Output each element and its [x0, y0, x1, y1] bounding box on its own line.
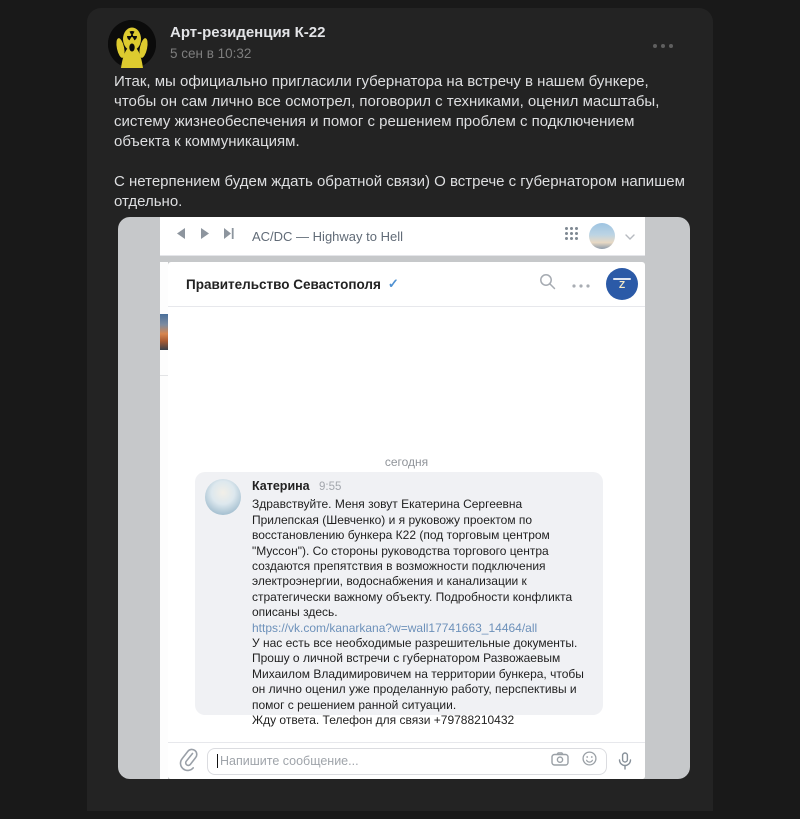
microphone-icon [618, 752, 632, 771]
post-timestamp[interactable]: 5 сен в 10:32 [170, 46, 252, 61]
message-composer [168, 742, 645, 779]
input-icons [551, 751, 597, 771]
previous-track-icon [174, 227, 187, 245]
message-meta [252, 479, 591, 495]
user-avatar [589, 223, 615, 249]
post-paragraph-1: Итак, мы официально пригласили губернатора на встречу в нашем бункере, чтобы он сам лично все осмотрел, поговорил с техниками, оценил масштабы, систему жизнеобеспечения и помог с решением проблем с подключением объекта к коммуникациям. [114, 73, 660, 150]
divider [160, 375, 168, 376]
chat-header [168, 262, 645, 307]
post-menu-button[interactable] [645, 30, 681, 60]
scream-radiation-icon [108, 55, 156, 72]
post-card [87, 8, 713, 811]
message-text-intro: Здравствуйте. Меня зовут Екатерина Сергеевна Прилепская (Шевченко) и я руковожу проектом по восстановлению бункера К22 (под торговым центром "Муссон"). Со стороны руководства торгового центра создаются препятствия в возможности подключения электроэнергии, водоснабжения и канализации к стратегически важному объекту. Подробности конфликта описаны здесь. [252, 497, 573, 620]
date-divider: сегодня [384, 455, 429, 469]
post-text [87, 72, 713, 212]
message-placeholder: Напишите сообщение... [220, 754, 359, 768]
attached-screenshot[interactable] [118, 217, 690, 779]
screenshot-music-bar [160, 217, 645, 256]
camera-icon [551, 752, 569, 771]
chat-body [168, 307, 645, 742]
verified-icon: ✓ [387, 276, 399, 291]
player-controls [174, 227, 235, 245]
attach-paperclip-icon [178, 748, 198, 775]
play-icon [198, 227, 211, 245]
message-input [207, 748, 607, 775]
chat-window [168, 262, 645, 779]
smiley-icon [582, 751, 597, 771]
ellipsis-icon [651, 36, 675, 53]
message-time: 9:55 [318, 481, 342, 493]
government-avatar-letter: Z [618, 279, 626, 291]
message-text-outro: Жду ответа. Телефон для связи +79788210432 [252, 713, 515, 728]
post-header-text [170, 24, 325, 61]
message-link: https://vk.com/kanarkana?w=wall17741663_14464/all [252, 620, 538, 635]
next-track-icon [222, 227, 235, 245]
sender-avatar [205, 479, 241, 515]
sender-name: Катерина [252, 479, 310, 493]
government-avatar [606, 268, 638, 300]
post-paragraph-2: С нетерпением будем ждать обратной связи) О встрече с губернатором напишем отдельно. [114, 173, 685, 210]
community-avatar[interactable] [108, 20, 156, 68]
background-photo-fragment [160, 314, 168, 350]
chat-menu-icon [572, 275, 590, 293]
chat-title: Правительство Севастополя [186, 276, 381, 292]
music-bar-right [564, 223, 635, 249]
message-content [252, 479, 591, 728]
chat-header-icons [539, 268, 638, 300]
post-header [87, 8, 713, 68]
text-cursor [217, 754, 218, 768]
search-icon [539, 273, 556, 295]
message-text-docs: У нас есть все необходимые разрешительные документы. [252, 636, 578, 651]
message-bubble [195, 472, 603, 728]
chevron-down-icon [625, 227, 635, 245]
track-title: AC/DC — Highway to Hell [252, 228, 403, 244]
apps-grid-icon [564, 226, 579, 246]
message-text-request: Прошу о личной встречи с губернатором Развожаевым Михаилом Владимировичем на территории бункера, чтобы он лично оценил уже проделанную работу, перспективы и помог с решением ранной ситуации. [252, 651, 584, 712]
community-name[interactable]: Арт-резиденция К-22 [170, 24, 326, 41]
background-page-fragment [160, 262, 168, 779]
